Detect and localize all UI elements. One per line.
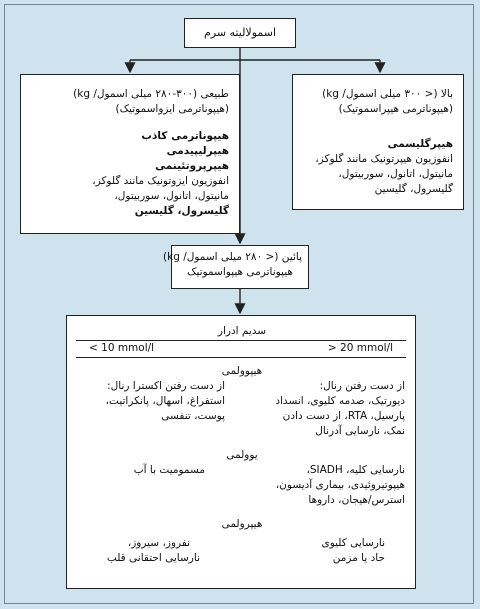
hypovolemia-renal-line: دیورتیک، صدمه کلیوی، انسداد xyxy=(275,395,405,407)
normal-cause-line: گلیسرول، گلیسین xyxy=(134,205,229,217)
high-heading: بالا (< ۳۰۰ میلی اسمول/ kg) xyxy=(322,88,453,100)
header-rule-bottom xyxy=(76,357,406,358)
euvolemia-label: یوولمی xyxy=(226,449,258,461)
euvolemia-left-line: مسمومیت با آب xyxy=(133,464,205,476)
hyperglycemia-title: هیپرگلیسمی xyxy=(387,138,453,150)
normal-cause-line: هیپرلیپیدمی xyxy=(166,145,229,157)
normal-cause-line: انفوزیون ایزوتونیک مانند گلوکز، xyxy=(92,175,229,187)
hypovolemia-extrarenal-line: از دست رفتن اکسترا رنال: xyxy=(107,380,225,392)
threshold-low: < 10 mmol/l xyxy=(89,342,155,354)
low-heading: پائین (< ۲۸۰ میلی اسمول/ kg) xyxy=(163,251,302,263)
hypovolemia-extrarenal-line: پوست، تنفسی xyxy=(161,410,225,422)
urine-sodium-box xyxy=(66,315,416,589)
normal-cause-line: مانیتول، اتانول، سوربیتول، xyxy=(114,190,229,202)
urine-sodium-title: سدیم ادرار xyxy=(217,325,267,337)
high-cause-line: انفوزیون هیپرتونیک مانند گلوکز، xyxy=(315,153,453,165)
hypervolemia-label: هیپرولمی xyxy=(221,518,263,530)
hypervolemia-right-line: نارسایی کلیوی xyxy=(321,537,385,549)
hypovolemia-label: هیپوولمی xyxy=(221,365,263,377)
normal-cause-line: هیپوناترمی کاذب xyxy=(141,130,229,142)
hypovolemia-renal-line: نمک، نارسایی آدرنال xyxy=(315,425,405,437)
serum-osmolality-title: اسمولالیته سرم xyxy=(203,26,277,39)
euvolemia-right-line: هیپوتیروئیدی، بیماری آدیسون، xyxy=(275,479,405,491)
high-cause-line: مانیتول، اتانول، سوربیتول، xyxy=(338,168,453,180)
normal-subheading: (هیپوناترمی ایزواسموتیک) xyxy=(115,103,229,115)
hypovolemia-extrarenal-line: استفراغ، اسهال، پانکراتیت، xyxy=(105,395,225,407)
high-subheading: (هیپوناترمی هیپراسموتیک) xyxy=(338,103,453,115)
normal-heading: طبیعی (۳۰۰-۲۸۰ میلی اسمول/ kg) xyxy=(73,88,229,100)
high-osmolality-box xyxy=(292,74,464,210)
normal-cause-line: هیپرپروتئینمی xyxy=(155,160,229,172)
normal-osmolality-box xyxy=(20,74,240,234)
low-subheading: هیپوناترمی هیپواسموتیک xyxy=(187,266,293,278)
euvolemia-right-line: نارسایی کلیه، SIADH، xyxy=(306,464,405,476)
hypovolemia-renal-line: از دست رفتن رنال: xyxy=(319,380,405,392)
threshold-high: > 20 mmol/l xyxy=(327,342,393,354)
hypervolemia-right-line: حاد یا مزمن xyxy=(332,552,385,564)
high-cause-line: گلیسرول، گلیسین xyxy=(374,183,453,195)
hypervolemia-left-line: نفروز، سیروز، xyxy=(127,537,190,549)
low-osmolality-box xyxy=(163,245,309,289)
hypovolemia-renal-line: پارسیل، RTA، از دست دادن xyxy=(282,410,405,422)
euvolemia-right-line: استرس/هیجان، داروها xyxy=(308,494,405,506)
serum-osmolality-box xyxy=(184,18,296,48)
hypervolemia-left-line: نارسایی احتقانی قلب xyxy=(106,552,200,564)
